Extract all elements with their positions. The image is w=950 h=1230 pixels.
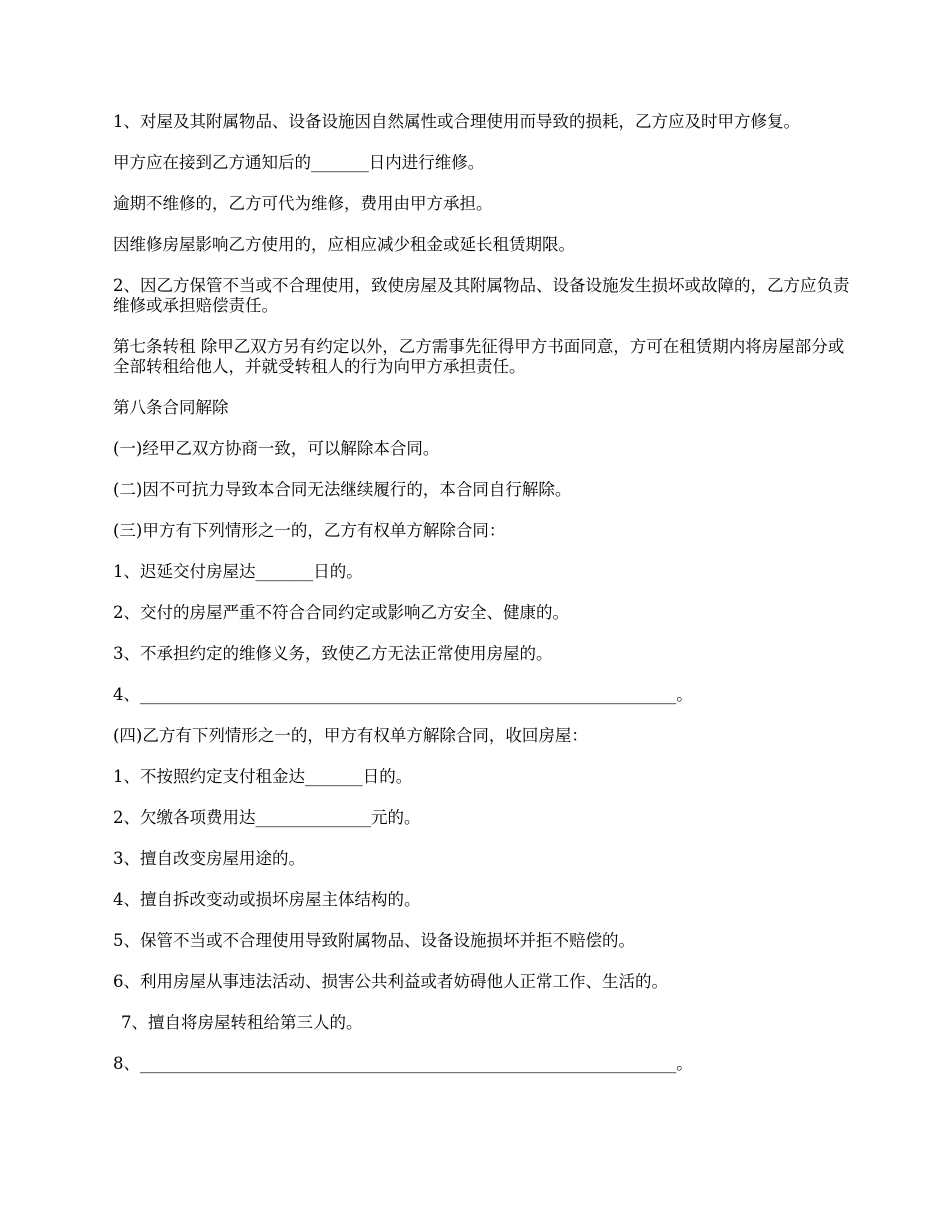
- paragraph-termination-1: (一)经甲乙双方协商一致，可以解除本合同。: [113, 439, 440, 458]
- list-item-tenant-3: 3、擅自改变房屋用途的。: [113, 849, 305, 868]
- list-item-tenant-4: 4、擅自拆改变动或损坏房屋主体结构的。: [113, 890, 421, 909]
- paragraph-termination-4: (四)乙方有下列情形之一的，甲方有权单方解除合同，收回房屋：: [113, 726, 588, 745]
- list-item-tenant-7: 7、擅自将房屋转租给第三人的。: [121, 1013, 363, 1032]
- paragraph-repair-deadline: 甲方应在接到乙方通知后的_______日内进行维修。: [113, 153, 485, 172]
- paragraph-termination-2: (二)因不可抗力导致本合同无法继续履行的，本合同自行解除。: [113, 480, 572, 499]
- paragraph-repair-impact: 因维修房屋影响乙方使用的，应相应减少租金或延长租赁期限。: [113, 235, 575, 254]
- list-item-tenant-8: 8、_________________________________________________________________。: [113, 1054, 693, 1073]
- heading-article-8-termination: 第八条合同解除: [113, 398, 229, 417]
- list-item-tenant-1: 1、不按照约定支付租金达_______日的。: [113, 767, 413, 786]
- list-item-landlord-2: 2、交付的房屋严重不符合合同约定或影响乙方安全、健康的。: [113, 603, 569, 622]
- paragraph-maintenance-1: 1、对屋及其附属物品、设备设施因自然属性或合理使用而导致的损耗，乙方应及时甲方修复。: [113, 112, 800, 131]
- list-item-tenant-2: 2、欠缴各项费用达______________元的。: [113, 808, 421, 827]
- list-item-tenant-6: 6、利用房屋从事违法活动、损害公共利益或者妨碍他人正常工作、生活的。: [113, 972, 668, 991]
- paragraph-article-7-sublease: 第七条转租 除甲乙双方另有约定以外，乙方需事先征得甲方书面同意，方可在租赁期内将房屋部分或全部转租给他人，并就受转租人的行为向甲方承担责任。: [113, 337, 845, 376]
- paragraph-maintenance-2: 2、因乙方保管不当或不合理使用，致使房屋及其附属物品、设备设施发生损坏或故障的，乙方应负责维修或承担赔偿责任。: [113, 276, 850, 315]
- list-item-landlord-1: 1、迟延交付房屋达_______日的。: [113, 562, 363, 581]
- paragraph-termination-3: (三)甲方有下列情形之一的，乙方有权单方解除合同：: [113, 521, 506, 540]
- list-item-landlord-4: 4、_________________________________________________________________。: [113, 685, 693, 704]
- list-item-landlord-3: 3、不承担约定的维修义务，致使乙方无法正常使用房屋的。: [113, 644, 553, 663]
- paragraph-overdue-repair: 逾期不维修的，乙方可代为维修，费用由甲方承担。: [113, 194, 493, 213]
- list-item-tenant-5: 5、保管不当或不合理使用导致附属物品、设备设施损坏并拒不赔偿的。: [113, 931, 635, 950]
